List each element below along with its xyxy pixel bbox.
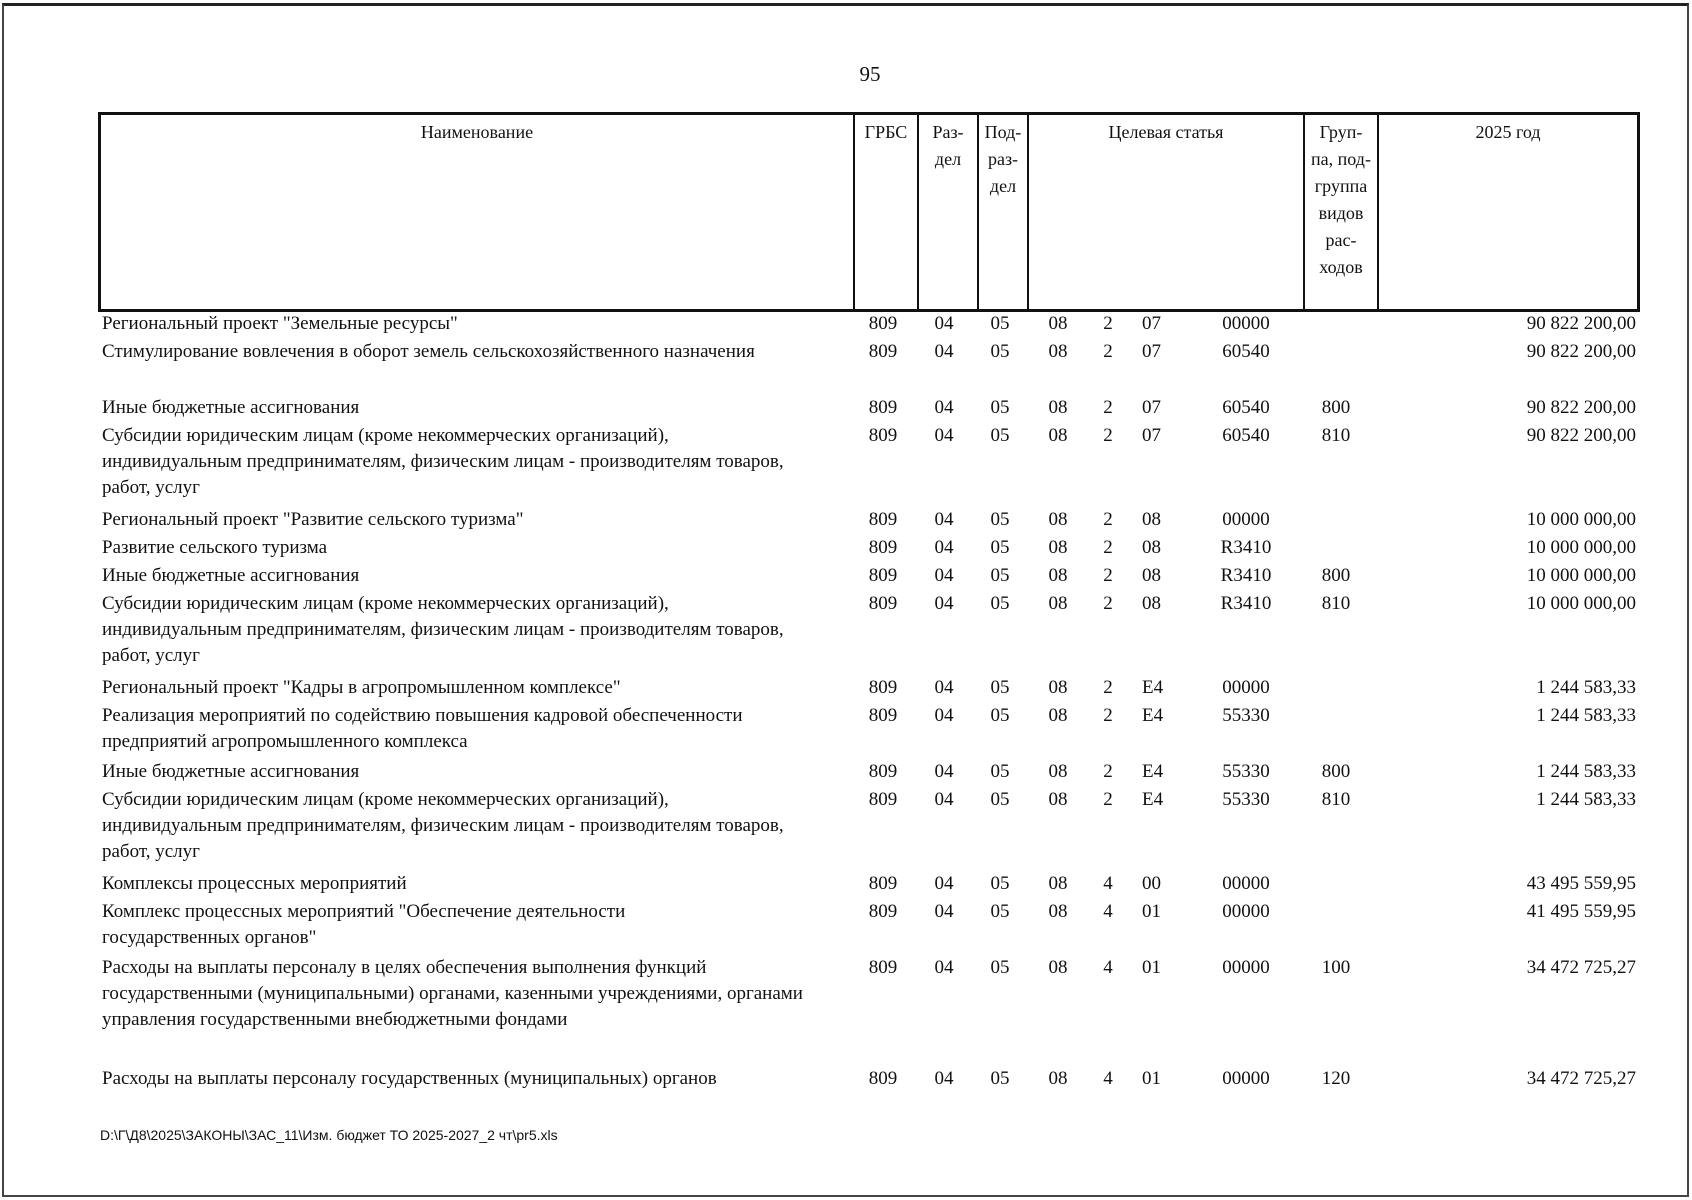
header-name: Наименование: [420, 122, 534, 142]
row-expense-group: 800: [1321, 397, 1351, 418]
row-razdel: 04: [934, 761, 954, 782]
row-podrazdel: 05: [990, 565, 1010, 586]
row-name: Реализация мероприятий по содействию повышения кадровой обеспеченности предприятий агропромышленного комплекса: [102, 705, 743, 752]
row-target-type: 2: [1103, 593, 1113, 614]
row-target-program: 08: [1048, 873, 1068, 894]
row-grbs: 809: [868, 761, 898, 782]
row-target-structure: 08: [1142, 593, 1161, 614]
row-target-program: 08: [1048, 397, 1068, 418]
header-group-line: Груп-: [1319, 122, 1363, 142]
file-path-footer: D:\Г\Д8\2025\ЗАКОНЫ\ЗАС_11\Изм. бюджет ТО 2025-2027_2 чт\pr5.xls: [100, 1127, 558, 1143]
row-grbs: 809: [868, 537, 898, 558]
row-amount: 34 472 725,27: [1526, 1068, 1636, 1089]
row-name: Иные бюджетные ассигнования: [102, 397, 360, 418]
row-target-type: 2: [1103, 537, 1113, 558]
row-target-type: 2: [1103, 509, 1113, 530]
row-target-direction: R3410: [1220, 565, 1272, 586]
row-razdel: 04: [934, 313, 954, 334]
row-grbs: 809: [868, 901, 898, 922]
row-target-program: 08: [1048, 565, 1068, 586]
row-podrazdel: 05: [990, 901, 1010, 922]
row-target-direction: 00000: [1222, 509, 1270, 530]
row-razdel: 04: [934, 425, 954, 446]
row-grbs: 809: [868, 341, 898, 362]
row-target-direction: 60540: [1222, 397, 1270, 418]
row-name: Комплексы процессных мероприятий: [102, 873, 407, 894]
row-target-direction: 55330: [1222, 705, 1270, 726]
row-name: Иные бюджетные ассигнования: [102, 565, 360, 586]
row-target-direction: R3410: [1220, 593, 1272, 614]
row-target-program: 08: [1048, 1068, 1068, 1089]
row-razdel: 04: [934, 537, 954, 558]
row-name: Региональный проект "Земельные ресурсы": [102, 313, 458, 334]
row-target-direction: 60540: [1222, 341, 1270, 362]
row-target-structure: E4: [1142, 705, 1164, 726]
row-target-structure: 00: [1142, 873, 1161, 894]
row-grbs: 809: [868, 425, 898, 446]
row-grbs: 809: [868, 677, 898, 698]
row-razdel: 04: [934, 789, 954, 810]
row-target-type: 4: [1103, 901, 1113, 922]
row-amount: 1 244 583,33: [1536, 705, 1636, 726]
row-grbs: 809: [868, 565, 898, 586]
row-name: Комплекс процессных мероприятий "Обеспечение деятельности государственных органов": [102, 901, 626, 948]
header-grbs: ГРБС: [853, 115, 917, 309]
row-target-structure: 01: [1142, 1068, 1161, 1089]
row-podrazdel: 05: [990, 957, 1010, 978]
row-target-type: 2: [1103, 313, 1113, 334]
row-amount: 90 822 200,00: [1526, 425, 1636, 446]
row-expense-group: 800: [1321, 761, 1351, 782]
page-number: 95: [859, 62, 881, 86]
row-name: Региональный проект "Кадры в агропромышленном комплексе": [102, 677, 621, 698]
row-name: Субсидии юридическим лицам (кроме некоммерческих организаций), индивидуальным предпринимателям, физическим лицам - производителям товаров, работ, услуг: [102, 593, 784, 666]
row-target-structure: 08: [1142, 537, 1161, 558]
row-target-structure: E4: [1142, 789, 1164, 810]
row-name: Субсидии юридическим лицам (кроме некоммерческих организаций), индивидуальным предпринимателям, физическим лицам - производителям товаров, работ, услуг: [102, 425, 784, 498]
row-grbs: 809: [868, 957, 898, 978]
row-target-program: 08: [1048, 341, 1068, 362]
header-year: 2025 год: [1377, 115, 1637, 309]
row-razdel: 04: [934, 705, 954, 726]
row-amount: 1 244 583,33: [1536, 761, 1636, 782]
row-target-program: 08: [1048, 677, 1068, 698]
row-target-direction: 00000: [1222, 901, 1270, 922]
header-group-line: рас-: [1325, 230, 1357, 250]
row-target-program: 08: [1048, 761, 1068, 782]
row-podrazdel: 05: [990, 1068, 1010, 1089]
header-podrazdel-line: Под-: [984, 122, 1022, 142]
row-name: Стимулирование вовлечения в оборот земель сельскохозяйственного назначения: [102, 341, 755, 362]
header-group-line: ходов: [1319, 257, 1363, 277]
row-target-program: 08: [1048, 313, 1068, 334]
row-target-direction: 60540: [1222, 425, 1270, 446]
row-target-type: 2: [1103, 705, 1113, 726]
row-podrazdel: 05: [990, 537, 1010, 558]
row-target-structure: 01: [1142, 957, 1161, 978]
row-razdel: 04: [934, 593, 954, 614]
row-target-direction: 55330: [1222, 761, 1270, 782]
row-target-program: 08: [1048, 425, 1068, 446]
row-razdel: 04: [934, 957, 954, 978]
row-target-structure: E4: [1142, 677, 1164, 698]
row-name: Развитие сельского туризма: [102, 537, 328, 558]
row-amount: 41 495 559,95: [1526, 901, 1636, 922]
row-podrazdel: 05: [990, 789, 1010, 810]
row-target-program: 08: [1048, 509, 1068, 530]
row-razdel: 04: [934, 509, 954, 530]
row-podrazdel: 05: [990, 509, 1010, 530]
row-target-type: 4: [1103, 873, 1113, 894]
row-expense-group: 100: [1321, 957, 1351, 978]
header-group-line: па, под-: [1311, 149, 1371, 169]
row-name: Региональный проект "Развитие сельского туризма": [102, 509, 524, 530]
row-podrazdel: 05: [990, 313, 1010, 334]
row-target-type: 4: [1103, 1068, 1113, 1089]
row-podrazdel: 05: [990, 397, 1010, 418]
row-target-type: 2: [1103, 565, 1113, 586]
row-target-type: 4: [1103, 957, 1113, 978]
row-razdel: 04: [934, 901, 954, 922]
row-amount: 34 472 725,27: [1526, 957, 1636, 978]
row-podrazdel: 05: [990, 593, 1010, 614]
row-target-structure: 07: [1142, 341, 1161, 362]
row-razdel: 04: [934, 1068, 954, 1089]
row-grbs: 809: [868, 789, 898, 810]
row-target-structure: 07: [1142, 313, 1161, 334]
row-grbs: 809: [868, 873, 898, 894]
header-group-line: группа: [1314, 176, 1368, 196]
row-amount: 1 244 583,33: [1536, 789, 1636, 810]
row-razdel: 04: [934, 397, 954, 418]
row-podrazdel: 05: [990, 677, 1010, 698]
row-podrazdel: 05: [990, 761, 1010, 782]
row-podrazdel: 05: [990, 341, 1010, 362]
row-target-type: 2: [1103, 677, 1113, 698]
header-razdel-line: Раз-: [932, 122, 964, 142]
row-name: Иные бюджетные ассигнования: [102, 761, 360, 782]
row-amount: 90 822 200,00: [1526, 341, 1636, 362]
row-podrazdel: 05: [990, 425, 1010, 446]
row-target-direction: 55330: [1222, 789, 1270, 810]
row-amount: 10 000 000,00: [1526, 537, 1636, 558]
row-target-structure: 07: [1142, 397, 1161, 418]
row-target-structure: 08: [1142, 565, 1161, 586]
row-grbs: 809: [868, 313, 898, 334]
row-expense-group: 810: [1321, 425, 1351, 446]
row-grbs: 809: [868, 1068, 898, 1089]
row-expense-group: 800: [1321, 565, 1351, 586]
row-name: Субсидии юридическим лицам (кроме некоммерческих организаций), индивидуальным предпринимателям, физическим лицам - производителям товаров, работ, услуг: [102, 789, 784, 862]
row-target-type: 2: [1103, 397, 1113, 418]
row-amount: 90 822 200,00: [1526, 397, 1636, 418]
row-amount: 10 000 000,00: [1526, 593, 1636, 614]
row-expense-group: 810: [1321, 789, 1351, 810]
row-target-program: 08: [1048, 705, 1068, 726]
row-grbs: 809: [868, 397, 898, 418]
row-target-type: 2: [1103, 425, 1113, 446]
header-podrazdel-line: раз-: [987, 149, 1019, 169]
row-target-structure: 01: [1142, 901, 1161, 922]
row-amount: 43 495 559,95: [1526, 873, 1636, 894]
row-razdel: 04: [934, 341, 954, 362]
row-razdel: 04: [934, 873, 954, 894]
row-target-type: 2: [1103, 341, 1113, 362]
row-amount: 10 000 000,00: [1526, 565, 1636, 586]
header-podrazdel-line: дел: [989, 176, 1017, 196]
row-target-structure: 07: [1142, 425, 1161, 446]
row-expense-group: 810: [1321, 593, 1351, 614]
row-expense-group: 120: [1321, 1068, 1351, 1089]
row-grbs: 809: [868, 593, 898, 614]
row-target-direction: R3410: [1220, 537, 1272, 558]
row-target-direction: 00000: [1222, 313, 1270, 334]
row-podrazdel: 05: [990, 705, 1010, 726]
row-razdel: 04: [934, 677, 954, 698]
row-name: Расходы на выплаты персоналу в целях обеспечения выполнения функций государственными (муниципальными) органами, казенными учреждениями, органами управления государственными внебюджетными фондами: [102, 957, 803, 1030]
row-amount: 1 244 583,33: [1536, 677, 1636, 698]
header-razdel-line: дел: [934, 149, 962, 169]
row-target-program: 08: [1048, 789, 1068, 810]
row-target-structure: E4: [1142, 761, 1164, 782]
row-target-program: 08: [1048, 957, 1068, 978]
row-grbs: 809: [868, 509, 898, 530]
row-amount: 10 000 000,00: [1526, 509, 1636, 530]
row-razdel: 04: [934, 565, 954, 586]
row-target-direction: 00000: [1222, 1068, 1270, 1089]
header-group-line: видов: [1318, 203, 1364, 223]
row-target-direction: 00000: [1222, 677, 1270, 698]
row-podrazdel: 05: [990, 873, 1010, 894]
row-target-program: 08: [1048, 537, 1068, 558]
row-name: Расходы на выплаты персоналу государственных (муниципальных) органов: [102, 1068, 717, 1089]
row-target-structure: 08: [1142, 509, 1161, 530]
row-grbs: 809: [868, 705, 898, 726]
row-target-direction: 00000: [1222, 873, 1270, 894]
row-target-program: 08: [1048, 593, 1068, 614]
row-target-program: 08: [1048, 901, 1068, 922]
row-target-type: 2: [1103, 761, 1113, 782]
row-amount: 90 822 200,00: [1526, 313, 1636, 334]
row-target-type: 2: [1103, 789, 1113, 810]
header-target: Целевая статья: [1027, 115, 1303, 309]
row-target-direction: 00000: [1222, 957, 1270, 978]
